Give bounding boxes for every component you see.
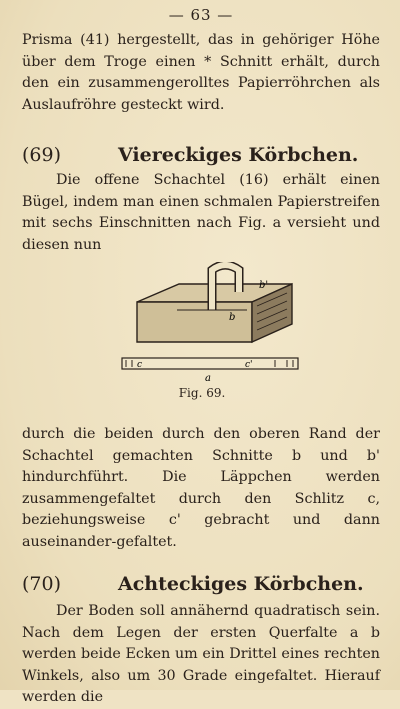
section-title: Achteckiges Körbchen. xyxy=(118,573,364,595)
section-number: (69) xyxy=(22,144,62,166)
figure-caption: Fig. 69. xyxy=(178,386,226,400)
section69-paragraph-2: durch die beiden durch den oberen Rand der Schachtel gemachten Schnitte b und b' hindurchführt. Die Läppchen werden zusammengefaltet durch den Schlitz c, beziehungsweise c' gebracht und dann auseinander-gefaltet. xyxy=(22,426,380,550)
section-number: (70) xyxy=(22,573,62,595)
page-number: — 63 — xyxy=(168,6,234,24)
section70-paragraph-1: Der Boden soll annähernd quadratisch sein. Nach dem Legen der ersten Querfalte a b werden beide Ecken um ein Drittel eines rechten Winkels, also um 30 Grade eingefaltet. Hierauf werden die xyxy=(22,603,380,705)
label-c-prime: c' xyxy=(245,360,253,370)
label-c: c xyxy=(137,360,143,370)
paragraph-continued: Prisma (41) hergestellt, das in gehöriger Höhe über dem Troge einen * Schnitt erhält, durch den ein zusammengerolltes Papierröhrchen als Auslaufröhre gesteckt wird. xyxy=(22,32,380,113)
paper-strip xyxy=(122,358,298,369)
section-heading-70 xyxy=(22,573,380,595)
section-heading-69 xyxy=(22,144,380,166)
basket-illustration xyxy=(117,262,307,384)
label-a: a xyxy=(205,373,211,384)
label-b: b xyxy=(229,312,236,323)
figure-69 xyxy=(22,262,380,404)
section69-paragraph-1: Die offene Schachtel (16) erhält einen Bügel, indem man einen schmalen Papierstreifen mit sechs Einschnitten nach Fig. a versieht und diesen nun xyxy=(22,172,380,253)
section-title: Viereckiges Körbchen. xyxy=(118,144,359,166)
label-b-prime: b' xyxy=(259,280,269,291)
